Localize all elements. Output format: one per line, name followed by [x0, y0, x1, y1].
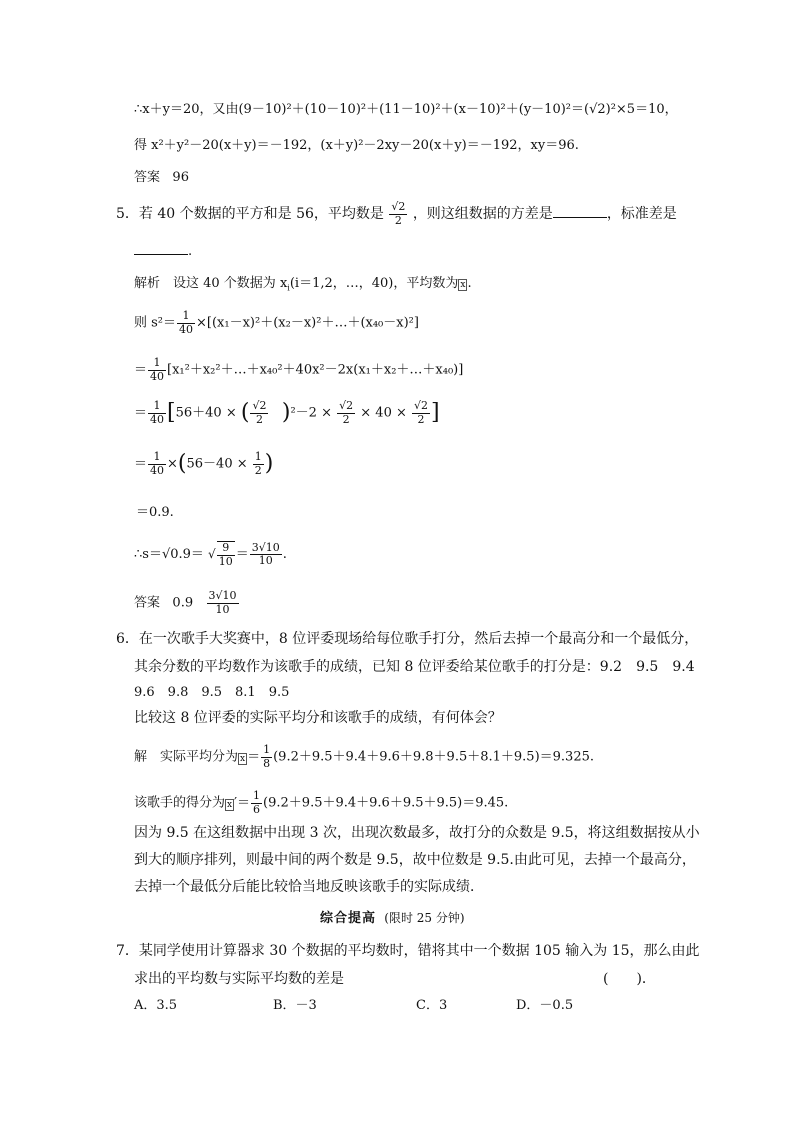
frac-num: 9 [217, 542, 235, 556]
answer-label: 答案 [134, 595, 161, 611]
q7-line-2: 求出的平均数与实际平均数的差是 [134, 971, 344, 987]
q7-option-a[interactable]: A．3.5 [134, 998, 178, 1013]
answer-value: 96 [172, 170, 189, 185]
frac-den: 6 [253, 802, 261, 816]
fraction-1-40 [148, 357, 166, 383]
frac-den: 2 [394, 213, 402, 227]
q7-answer-paren[interactable]: ( )． [603, 971, 656, 987]
solution-line-1: ∴x＋y＝20，又由(9－10)²＋(10－10)²＋(11－10)²＋(x－10)²＋(y－10)²＝(√2)²×5＝10， [134, 102, 678, 117]
s5-line-6: ∴s＝√0.9＝ √ $\frac{9}{10}$ ＝ $\frac{3√10}{10}$ . [134, 540, 287, 568]
frac-den: 40 [179, 322, 194, 336]
frac-num: 1 [148, 451, 166, 465]
q6-s1b: (9.2＋9.5＋9.4＋9.6＋9.8＋9.5＋8.1＋9.5)＝9.325. [273, 749, 594, 765]
fraction-1-6 [251, 790, 262, 816]
s5-r3c: × 40 × [360, 405, 407, 421]
q5-text-a: 5．若 40 个数据的平方和是 56，平均数是 [116, 206, 384, 223]
s5-answer [134, 590, 240, 616]
frac-den: 2 [342, 412, 350, 426]
fraction-sqrt2-2 [412, 400, 430, 426]
q7-option-c[interactable]: C．3 [416, 998, 448, 1013]
frac-num: 1 [254, 450, 262, 463]
fraction-3sqrt10-10 [250, 542, 282, 568]
q6-s2b: (9.2＋9.5＋9.4＋9.6＋9.5＋9.5)＝9.45. [263, 795, 509, 811]
frac-num: 1 [253, 789, 261, 802]
q6-line-2: 其余分数的平均数作为该歌手的成绩，已知 8 位评委给某位歌手的打分是：9.2 9.5 9.4 [134, 659, 695, 675]
question-5 [116, 201, 677, 227]
section-heading [320, 912, 465, 925]
frac-num: √2 [252, 399, 267, 412]
fraction-9-10 [217, 541, 235, 568]
frac-den: 2 [254, 463, 262, 477]
s5-line-1 [134, 310, 419, 336]
fraction-sqrt2-2 [250, 400, 268, 426]
q7-option-d[interactable]: D．－0.5 [516, 998, 574, 1013]
s5-r2: [x₁²＋x₂²＋…＋x₄₀²＋40x²－2x(x₁＋x₂＋…＋x₄₀)] [167, 362, 464, 378]
fraction-1-40 [148, 451, 166, 477]
q5-line-2 [134, 243, 192, 258]
frac-den: 40 [150, 412, 165, 426]
frac-num: 1 [177, 310, 195, 324]
frac-num: 3√10 [208, 589, 237, 602]
section-title: 综合提高 [320, 911, 377, 926]
fraction-1-2 [253, 451, 264, 477]
s5-line-3: ＝ $\frac{1}{40}$ [56＋40 × ( $\frac{√2}{2}$ )²－2 × $\frac{√2}{2}$ × 40 × $\frac{√2}{2}$ ] [134, 399, 440, 426]
frac-den: 10 [218, 554, 233, 568]
s5-r3b: ²－2 × [290, 405, 332, 421]
q6-solution-5: 去掉一个最低分后能比较恰当地反映该歌手的实际成绩． [134, 879, 484, 895]
s5-analysis-a: 解析 设这 40 个数据为 x [134, 276, 288, 291]
s5-line-5: ＝0.9. [136, 505, 174, 520]
frac-den: 10 [258, 554, 273, 568]
q6-line-3: 9.6 9.8 9.5 8.1 9.5 [134, 685, 290, 700]
variance-blank[interactable] [553, 206, 607, 218]
frac-den: 8 [263, 756, 271, 770]
q6-s1a: 解 实际平均分为 [134, 749, 239, 765]
frac-den: 2 [417, 412, 425, 426]
section-time-limit: (限时 25 分钟) [384, 911, 465, 925]
s5-r1: ×[(x₁－x)²＋(x₂－x)²＋…＋(x₄₀－x)²] [196, 315, 419, 331]
s5-line-4: ＝ $\frac{1}{40}$ ×(56－40 × $\frac{1}{2}$ ) [134, 450, 274, 477]
q6-line-1: 6．在一次歌手大奖赛中，8 位评委现场给每位歌手打分，然后去掉一个最高分和一个最低分， [116, 631, 699, 647]
q5-text-b: ，则这组数据的方差是 [412, 206, 553, 223]
frac-num: 3√10 [251, 540, 280, 554]
frac-num: 1 [148, 400, 166, 414]
frac-num: √2 [391, 200, 406, 213]
s5-analysis: 解析 设这 40 个数据为 $x_i(i=1,2$，…，40)，平均数为 x . [134, 276, 472, 293]
fraction-1-8 [261, 744, 272, 770]
fraction-1-40 [148, 400, 166, 426]
frac-den: 40 [150, 369, 165, 383]
q6-solution-4: 到大的顺序排列，则最中间的两个数是 9.5，故中位数是 9.5.由此可见，去掉一个最高分， [134, 852, 696, 868]
answer-line-4 [134, 171, 189, 184]
q5-mean-fraction [389, 201, 407, 227]
answer-label: 答案 [134, 170, 161, 185]
fraction-3sqrt10-10 [207, 590, 239, 616]
frac-den: 10 [215, 602, 230, 616]
q6-line-4: 比较这 8 位评委的实际平均分和该歌手的成绩，有何体会？ [134, 710, 502, 726]
q6-s2a: 该歌手的得分为 [134, 795, 226, 811]
frac-num: 1 [148, 357, 166, 371]
q7-option-b[interactable]: B．－3 [273, 998, 317, 1013]
mean-symbol: x [460, 280, 466, 290]
s5-analysis-b: (i＝1,2，…，40)，平均数为 [289, 276, 459, 291]
q6-solution-3: 因为 9.5 在这组数据中出现 3 次，出现次数最多，故打分的众数是 9.5，将这组数据按从小 [134, 825, 700, 841]
s5-then: 则 s²＝ [134, 315, 177, 331]
fraction-sqrt2-2 [337, 400, 355, 426]
solution-line-2: 得 x²＋y²－20(x＋y)＝－192，(x＋y)²－2xy－20(x＋y)＝－192，xy＝96. [134, 138, 579, 153]
answer-value: 0.9 [172, 595, 194, 611]
q5-period: . [188, 244, 193, 259]
mean-symbol: x [227, 799, 233, 810]
s5-r3a: 56＋40 × [175, 405, 237, 421]
q6-solution-2: 该歌手的得分为 x ′＝ $\frac{1}{6}$ (9.2＋9.5＋9.4＋9.6＋9.5＋9.5)＝9.45. [134, 789, 509, 816]
frac-num: 1 [263, 743, 271, 756]
std-dev-blank[interactable] [134, 243, 188, 255]
q7-line-1: 7．某同学使用计算器求 30 个数据的平均数时，错将其中一个数据 105 输入为 15，那么由此 [116, 943, 700, 959]
q5-text-c: ，标准差是 [606, 206, 677, 223]
q6-solution-1: 解 实际平均分为 x ＝ $\frac{1}{8}$ (9.2＋9.5＋9.4＋9.6＋9.8＋9.5＋8.1＋9.5)＝9.325. [134, 743, 594, 770]
s5-line-2: ＝ $\frac{1}{40}$ [x₁²＋x₂²＋…＋x₄₀²＋40x²－2x(x₁＋x₂＋…＋x₄₀)] [134, 356, 464, 383]
fraction-1-40 [177, 310, 195, 336]
frac-num: √2 [339, 399, 354, 412]
s5-r4: 56－40 × [186, 456, 248, 472]
frac-den: 40 [150, 463, 165, 477]
s5-r6a: ∴s＝√0.9＝ [134, 547, 204, 563]
frac-den: 2 [255, 412, 263, 426]
mean-symbol: x [240, 753, 246, 764]
frac-num: √2 [414, 399, 429, 412]
